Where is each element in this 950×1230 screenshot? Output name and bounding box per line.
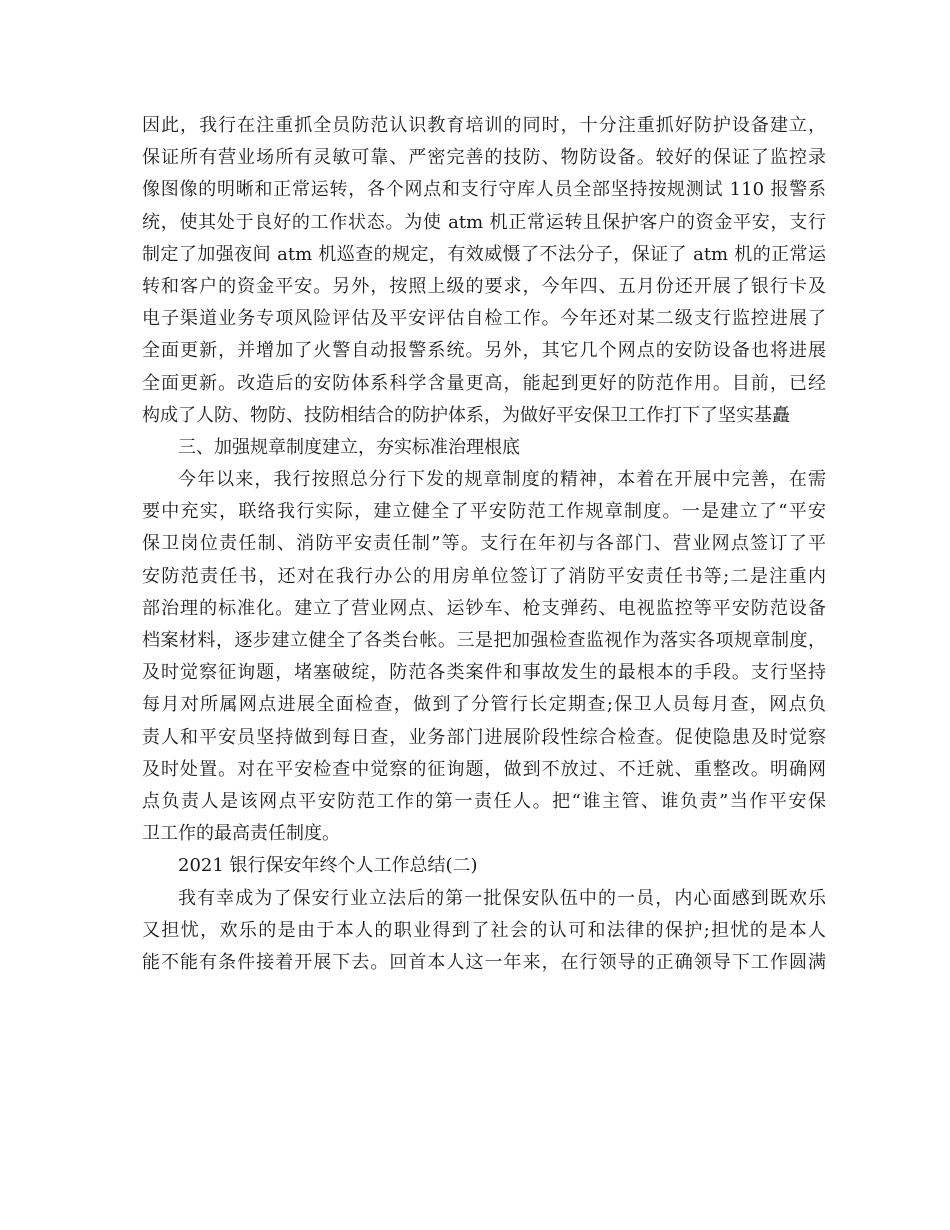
text-line: 要中充实，联络我行实际，建立健全了平安防范工作规章制度。一是建立了“平安 — [142, 501, 826, 523]
text-line: 今年以来，我行按照总分行下发的规章制度的精神，本着在开展中完善，在需 — [178, 469, 826, 491]
text-line: 及时处置。对在平安检查中觉察的征询题，做到不放过、不迁就、重整改。明确网 — [142, 758, 826, 780]
text-line: 统，使其处于良好的工作状态。为使 atm 机正常运转且保护客户的资金平安，支行 — [142, 211, 826, 233]
text-line: 保证所有营业场所有灵敏可靠、严密完善的技防、物防设备。较好的保证了监控录 — [142, 147, 826, 169]
text-line: 又担忧，欢乐的是由于本人的职业得到了社会的认可和法律的保护;担忧的是本人 — [142, 919, 826, 941]
body-text — [142, 110, 826, 979]
text-line: 安防范责任书，还对在我行办公的用房单位签订了消防平安责任书等;二是注重内 — [142, 565, 826, 587]
text-line: 部治理的标准化。建立了营业网点、运钞车、枪支弹药、电视监控等平安防范设备 — [142, 597, 826, 619]
text-line: 像图像的明晰和正常运转，各个网点和支行守库人员全部坚持按规测试 110 报警系 — [142, 179, 826, 201]
text-line: 卫工作的最高责任制度。 — [142, 823, 340, 845]
text-line: 能不能有条件接着开展下去。回首本人这一年来，在行领导的正确领导下工作圆满 — [142, 951, 826, 973]
text-line: 及时觉察征询题，堵塞破绽，防范各类案件和事故发生的最根本的手段。支行坚持 — [142, 662, 826, 684]
text-line: 每月对所属网点进展全面检查，做到了分管行长定期查;保卫人员每月查，网点负 — [142, 694, 826, 716]
text-line: 点负责人是该网点平安防范工作的第一责任人。把“谁主管、谁负责”当作平安保 — [142, 790, 826, 812]
text-line: 档案材料，逐步建立健全了各类台帐。三是把加强检查监视作为落实各项规章制度， — [142, 630, 826, 651]
text-line: 构成了人防、物防、技防相结合的防护体系，为做好平安保卫工作打下了坚实基矗 — [142, 404, 790, 426]
text-line: 我有幸成为了保安行业立法后的第一批保安队伍中的一员，内心面感到既欢乐 — [178, 887, 826, 909]
text-line: 保卫岗位责任制、消防平安责任制”等。支行在年初与各部门、营业网点签订了平 — [142, 533, 826, 555]
text-line: 因此，我行在注重抓全员防范认识教育培训的同时，十分注重抓好防护设备建立， — [142, 115, 826, 136]
text-line: 三、加强规章制度建立，夯实标准治理根底 — [178, 436, 520, 458]
text-line: 电子渠道业务专项风险评估及平安评估自检工作。今年还对某二级支行监控进展了 — [142, 308, 826, 330]
text-line: 2021 银行保安年终个人工作总结(二) — [178, 855, 478, 877]
text-line: 转和客户的资金平安。另外，按照上级的要求，今年四、五月份还开展了银行卡及 — [142, 275, 826, 297]
text-line: 制定了加强夜间 atm 机巡查的规定，有效威慑了不法分子，保证了 atm 机的正常运 — [142, 243, 826, 265]
text-line: 责人和平安员坚持做到每日查，业务部门进展阶段性综合检查。促使隐患及时觉察 — [142, 726, 826, 748]
text-line: 全面更新，并增加了火警自动报警系统。另外，其它几个网点的安防设备也将进展 — [142, 340, 826, 362]
text-line: 全面更新。改造后的安防体系科学含量更高，能起到更好的防范作用。目前，已经 — [142, 372, 826, 394]
